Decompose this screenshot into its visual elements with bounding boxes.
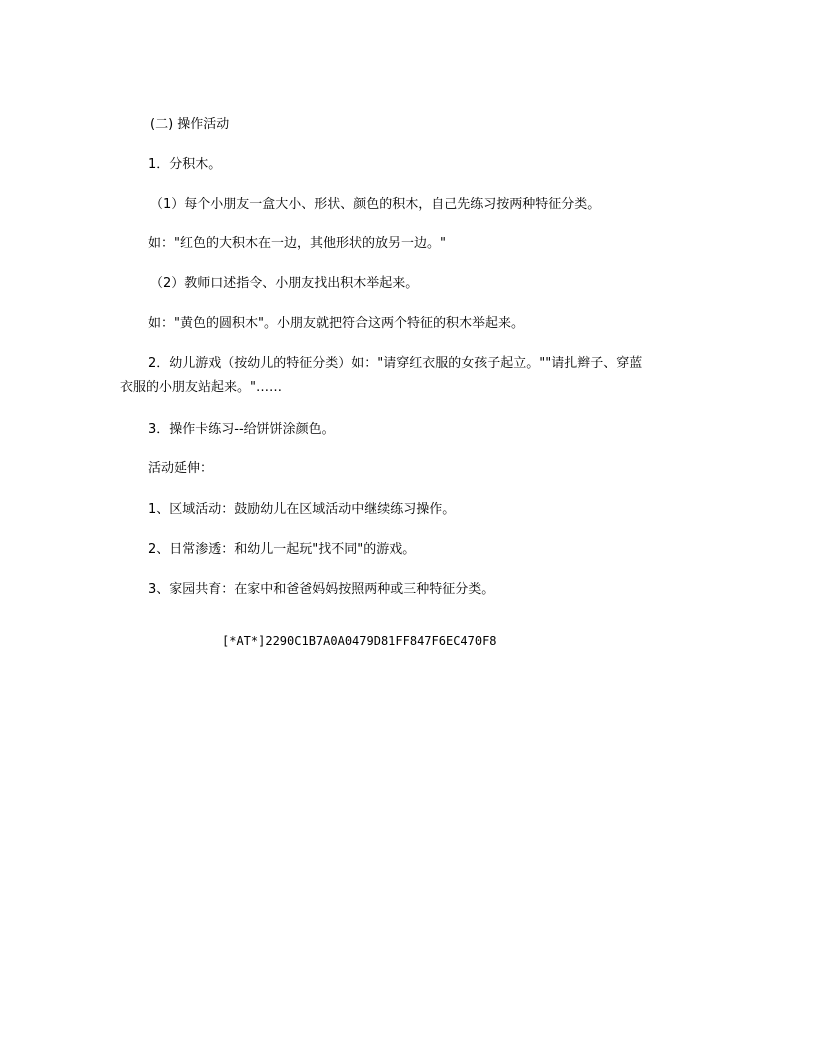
extension-item-3: 3、家园共育：在家中和爸爸妈妈按照两种或三种特征分类。 (148, 582, 495, 597)
step1-sub2: （2）教师口述指令、小朋友找出积木举起来。 (150, 276, 419, 291)
extension-item-1: 1、区域活动：鼓励幼儿在区域活动中继续练习操作。 (148, 502, 456, 517)
step3: 3．操作卡练习--给饼饼涂颜色。 (148, 422, 335, 437)
footer-code: [*AT*]2290C1B7A0A0479D81FF847F6EC470F8 (222, 634, 497, 648)
step1-example2: 如："黄色的圆积木"。小朋友就把符合这两个特征的积木举起来。 (148, 316, 524, 331)
step2-line1: 2．幼儿游戏（按幼儿的特征分类）如："请穿红衣服的女孩子起立。""请扎辫子、穿蓝 (148, 356, 643, 371)
step1-example1: 如："红色的大积木在一边，其他形状的放另一边。" (148, 236, 446, 251)
step1-title: 1．分积木。 (148, 157, 222, 172)
extension-heading: 活动延伸： (148, 461, 214, 476)
step2-line2: 衣服的小朋友站起来。"…… (120, 380, 282, 395)
step1-sub1: （1）每个小朋友一盒大小、形状、颜色的积木，自己先练习按两种特征分类。 (150, 197, 601, 212)
extension-item-2: 2、日常渗透：和幼儿一起玩"找不同"的游戏。 (148, 542, 416, 557)
section-heading: (二) 操作活动 (150, 117, 230, 132)
